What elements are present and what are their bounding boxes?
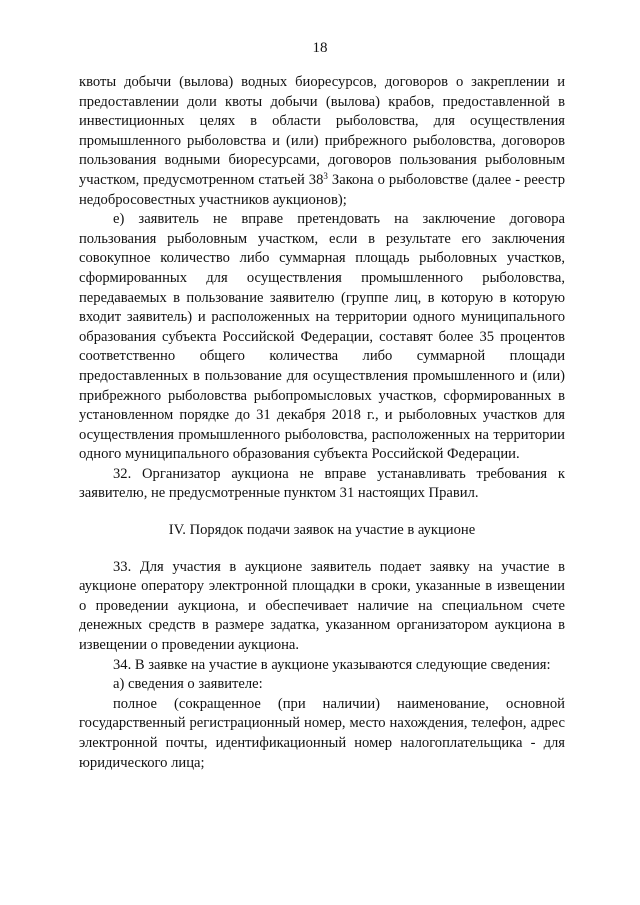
paragraph-32: 32. Организатор аукциона не вправе устанавливать требования к заявителю, не предусмотренные пунктом 31 настоящих Правил. xyxy=(79,465,565,502)
paragraph-text-tail: Закона о рыболовстве (далее - реестр недобросовестных участников аукционов); xyxy=(79,171,565,208)
document-body xyxy=(79,73,565,773)
paragraph-legal-entity: полное (сокращенное (при наличии) наименование, основной государственный регистрационный номер, место нахождения, телефон, адрес электронной почты, идентификационный номер налогоплательщика - для юридического лица; xyxy=(79,695,565,771)
paragraph-33: 33. Для участия в аукционе заявитель подает заявку на участие в аукционе оператору электронной площадки в сроки, указанные в извещении о проведении аукциона, и обеспечивает наличие на специальном счете денежных средств в размере задатка, указанном организатором аукциона в извещении о проведении аукциона. xyxy=(79,558,565,654)
page-number: 18 xyxy=(312,40,328,56)
superscript: 3 xyxy=(323,170,328,181)
paragraph-item-a: а) сведения о заявителе: xyxy=(113,676,263,693)
section-heading: IV. Порядок подачи заявок на участие в аукционе xyxy=(168,522,476,539)
paragraph-item-e: е) заявитель не вправе претендовать на заключение договора пользования рыболовным участком, если в результате его заключения совокупное количество либо суммарная площадь рыболовных участков, сформированных для осуществления промышленного рыболовства, передаваемых в пользование заявителю (группе лиц, в которую в которую входит заявитель) и расположенных на территории одного муниципального образования субъекта Российской Федерации, составят более 35 процентов соответственно общего количества либо суммарной площади предоставленных в пользование для осуществления промышленного и (или) прибрежного рыболовства рыбопромысловых участков, сформированных в установленном порядке до 31 декабря 2018 г., и рыболовных участков для осуществления промышленного рыболовства, расположенных на территории одного муниципального образования субъекта Российской Федерации. xyxy=(79,211,565,463)
paragraph-34: 34. В заявке на участие в аукционе указываются следующие сведения: xyxy=(113,656,551,673)
paragraph-text: квоты добычи (вылова) водных биоресурсов, договоров о закреплении и предоставлении доли квоты добычи (вылова) крабов, предоставленной в инвестиционных целях в области рыболовства, для осуществления промышленного рыболовства и (или) прибрежного рыболовства, договоров пользования водными биоресурсами, договоров пользования рыболовным участком, предусмотренном статьей 38 xyxy=(79,74,565,188)
paragraph-continuation xyxy=(79,73,565,210)
